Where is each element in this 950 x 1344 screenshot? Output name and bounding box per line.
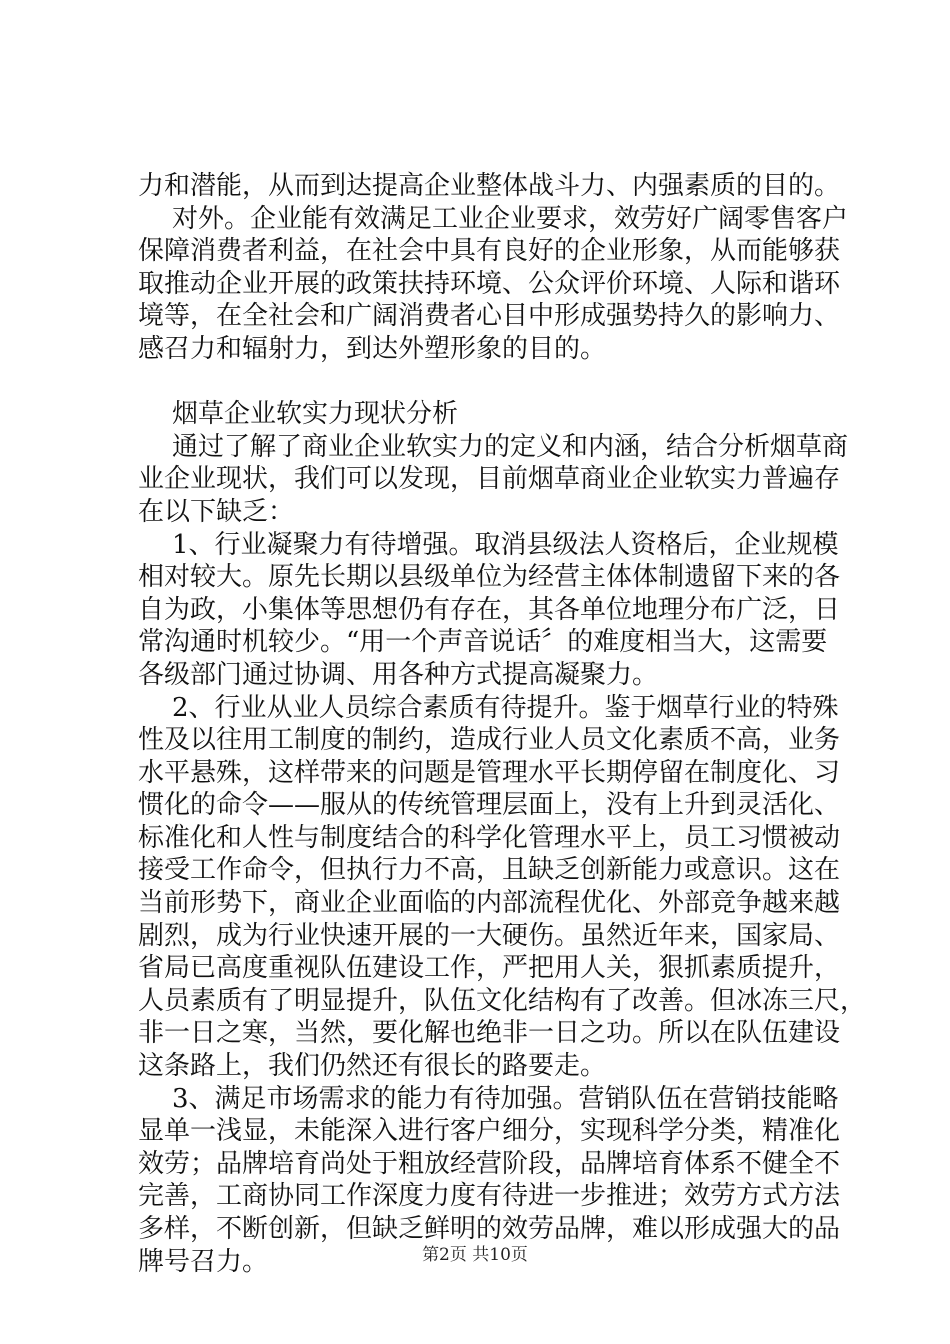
text-line: 境等，在全社会和广阔消费者心目中形成强势持久的影响力、 — [138, 301, 841, 332]
text-line: 3、满足市场需求的能力有待加强。营销队伍在营销技能略 — [172, 1083, 839, 1114]
text-line: 2、行业从业人员综合素质有待提升。鉴于烟草行业的特殊 — [172, 692, 839, 723]
section-heading — [138, 398, 832, 431]
paragraph-point-2 — [138, 692, 867, 1083]
text-line: 感召力和辐射力，到达外塑形象的目的。 — [138, 333, 607, 364]
text-line: 省局已高度重视队伍建设工作，严把用人关，狠抓素质提升， — [138, 953, 841, 984]
text-line: 通过了解了商业企业软实力的定义和内涵，结合分析烟草商 — [172, 431, 849, 462]
text-line: 完善，工商协同工作深度力度有待进一步推进；效劳方式方法 — [138, 1181, 841, 1212]
text-line: 接受工作命令，但执行力不高，且缺乏创新能力或意识。这在 — [138, 855, 841, 886]
text-line: 显单一浅显，未能深入进行客户细分，实现科学分类，精准化 — [138, 1116, 841, 1147]
text-line: 常沟通时机较少。“用一个声音说话〞的难度相当大，这需要 — [138, 627, 828, 658]
text-line: 惯化的命令——服从的传统管理层面上，没有上升到灵活化、 — [138, 790, 841, 821]
page-footer: 第2页 共10页 — [422, 1245, 528, 1265]
text-line: 当前形势下，商业企业面临的内部流程优化、外部竞争越来越 — [138, 888, 841, 919]
text-line: 标准化和人性与制度结合的科学化管理水平上，员工习惯被动 — [138, 822, 841, 853]
paragraph-continuation — [138, 170, 841, 203]
text-line: 取推动企业开展的政策扶持环境、公众评价环境、人际和谐环 — [138, 268, 841, 299]
text-line: 保障消费者利益，在社会中具有良好的企业形象，从而能够获 — [138, 236, 841, 267]
text-line: 非一日之寒，当然，要化解也绝非一日之功。所以在队伍建设 — [138, 1018, 841, 1049]
text-line: 力和潜能，从而到达提高企业整体战斗力、内强素质的目的。 — [138, 171, 841, 201]
text-line: 人员素质有了明显提升，队伍文化结构有了改善。但冰冻三尺， — [138, 985, 867, 1016]
text-line — [138, 366, 832, 399]
text-line: 牌号召力。 — [138, 1246, 269, 1277]
text-line: 多样，不断创新，但缺乏鲜明的效劳品牌，难以形成强大的品 — [138, 1214, 841, 1244]
text-line: 相对较大。原先长期以县级单位为经营主体体制遗留下来的各 — [138, 562, 841, 593]
text-line: 各级部门通过协调、用各种方式提高凝聚力。 — [138, 659, 659, 690]
text-line: 自为政，小集体等思想仍有存在，其各单位地理分布广泛，日 — [138, 594, 841, 625]
paragraph-point-1 — [138, 529, 841, 692]
text-line: 这条路上，我们仍然还有很长的路要走。 — [138, 1051, 607, 1082]
text-line: 业企业现状，我们可以发现，目前烟草商业企业软实力普遍存 — [138, 464, 841, 495]
text-line: 在以下缺乏： — [138, 496, 295, 527]
text-line: 1、行业凝聚力有待增强。取消县级法人资格后，企业规模 — [172, 529, 839, 560]
text-line: 对外。企业能有效满足工业企业要求，效劳好广阔零售客户 — [172, 203, 849, 234]
text-line: 剧烈，成为行业快速开展的一大硬伤。虽然近年来，国家局、 — [138, 920, 841, 951]
text-line: 性及以往用工制度的制约，造成行业人员文化素质不高，业务 — [138, 725, 841, 756]
paragraph-external — [138, 203, 849, 399]
paragraph-intro — [138, 431, 849, 529]
text-line: 效劳；品牌培育尚处于粗放经营阶段，品牌培育体系不健全不 — [138, 1148, 841, 1179]
text-line: 水平悬殊，这样带来的问题是管理水平长期停留在制度化、习 — [138, 757, 841, 788]
heading-text: 烟草企业软实力现状分析 — [172, 399, 459, 430]
document-body — [138, 170, 867, 1278]
